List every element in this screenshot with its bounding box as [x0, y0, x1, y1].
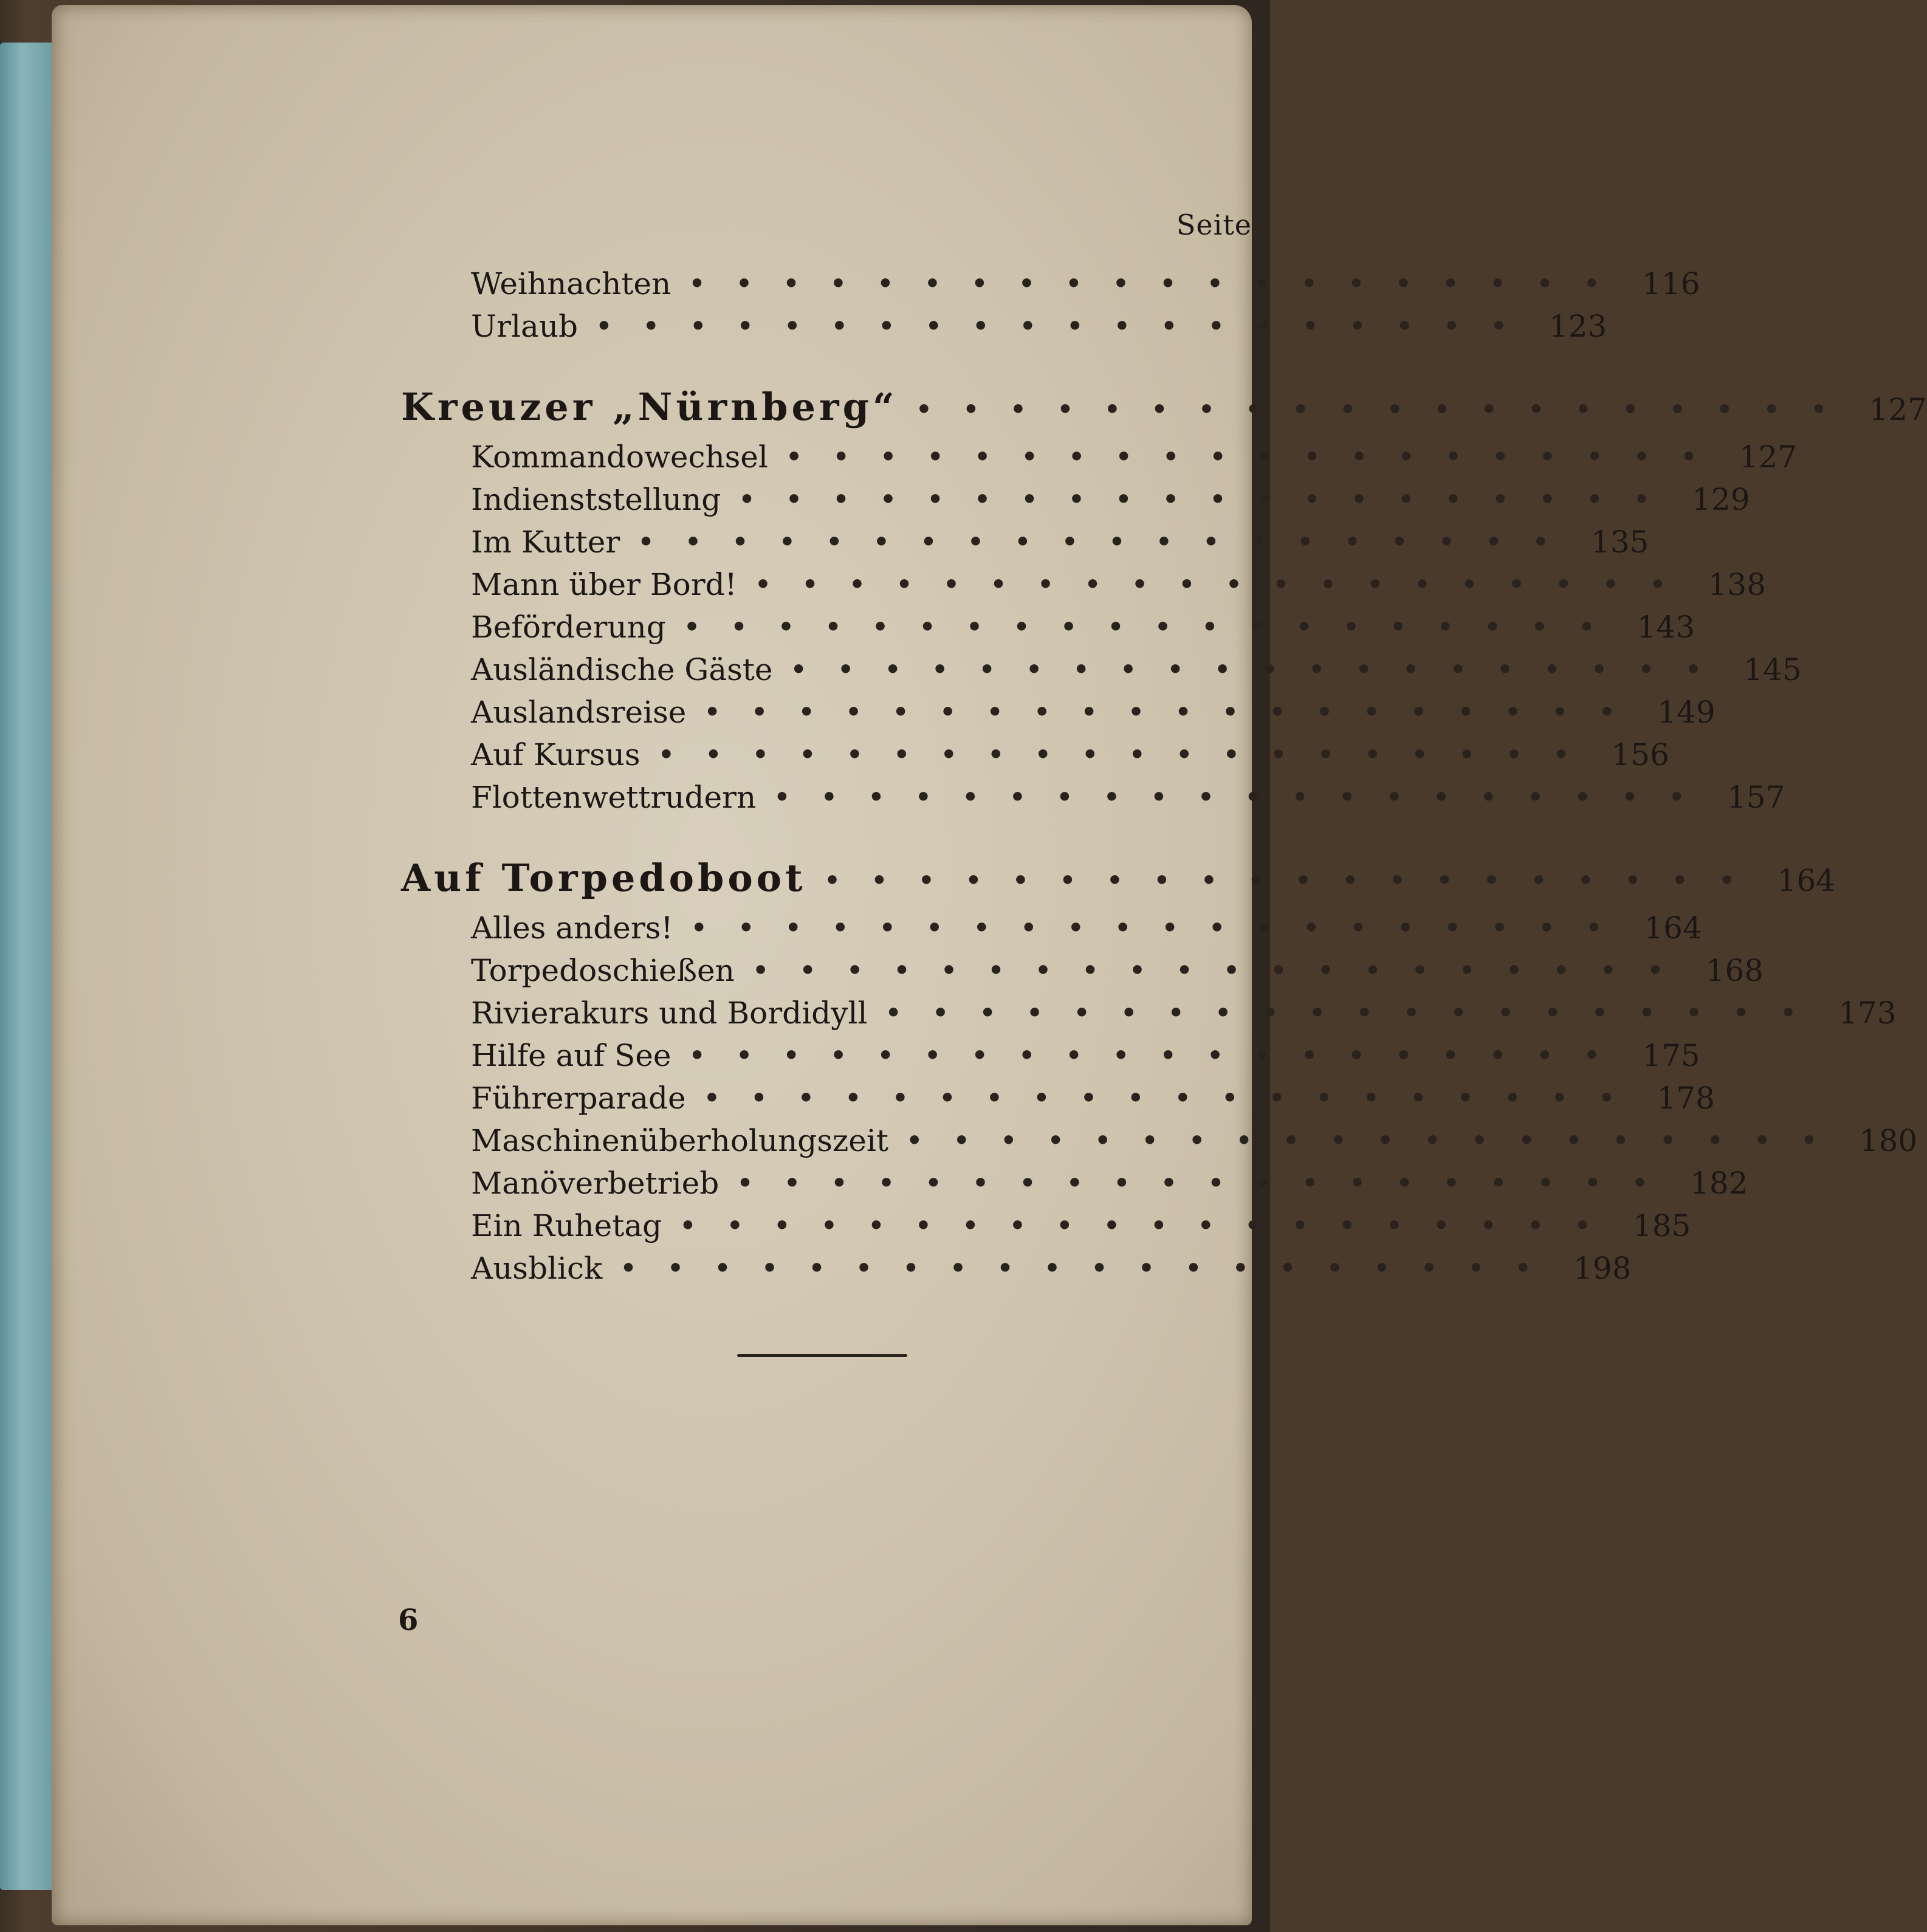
toc-entry-ausblick: [471, 1251, 1632, 1293]
leader-dots: ••••••••••••••••••••: [884, 995, 1827, 1031]
toc-entry-label: Maschinenüberholungszeit: [471, 1123, 888, 1158]
toc-entry-label: Kommandowechsel: [471, 439, 768, 475]
end-rule-divider: [737, 1354, 907, 1357]
toc-entry-label: Im Kutter: [471, 524, 620, 560]
leader-dots: ••••••••••••••••••••: [702, 1081, 1645, 1116]
toc-entry-page: 135: [1591, 524, 1649, 560]
toc-section-label: Auf Torpedoboot: [401, 856, 806, 900]
toc-section-page: 127: [1869, 392, 1927, 427]
leader-dots: ••••••••••••••••••••: [703, 695, 1646, 730]
toc-entry-page: 145: [1743, 652, 1802, 687]
toc-entry-torpedoschiessen: [471, 953, 1764, 995]
toc-entry-auslandsreise: [471, 695, 1716, 737]
toc-section-page: 164: [1777, 863, 1835, 898]
toc-entry-label: Mann über Bord!: [471, 567, 737, 602]
toc-entry-page: 116: [1642, 266, 1700, 301]
leader-dots: ••••••••••••••••••••: [688, 266, 1630, 301]
toc-entry-label: Auslandsreise: [471, 695, 687, 730]
leader-dots: ••••••••••••••••••••: [754, 567, 1696, 602]
toc-section-label: Kreuzer „Nürnberg“: [401, 385, 898, 429]
toc-entry-label: Ausländische Gäste: [471, 652, 773, 687]
seite-header: Seite: [1176, 208, 1252, 241]
leader-dots: ••••••••••••••••••••: [637, 524, 1579, 560]
toc-entry-page: 138: [1708, 567, 1767, 602]
leader-dots: ••••••••••••••••••••: [682, 610, 1625, 645]
leader-dots: ••••••••••••••••••••: [738, 482, 1680, 517]
toc-entry-page: 157: [1726, 780, 1785, 815]
leader-dots: ••••••••••••••••••••: [657, 737, 1599, 772]
toc-entry-flottenwettrudern: [471, 780, 1785, 822]
toc-entry-page: 143: [1637, 610, 1695, 645]
leader-dots: ••••••••••••••••••••: [679, 1208, 1621, 1243]
leader-dots: ••••••••••••••••••••: [595, 309, 1537, 344]
toc-entry-page: 127: [1739, 439, 1798, 475]
toc-entry-kommandowechsel: [471, 439, 1798, 482]
toc-entry-page: 129: [1692, 482, 1750, 517]
toc-entry-hilfe-auf-see: [471, 1038, 1700, 1081]
toc-entry-label: Ausblick: [471, 1251, 603, 1286]
leader-dots: ••••••••••••••••••••: [619, 1251, 1562, 1286]
leader-dots: ••••••••••••••••••••: [823, 863, 1765, 898]
toc-entry-page: 185: [1632, 1208, 1691, 1243]
toc-entry-page: 149: [1657, 695, 1716, 730]
toc-entry-label: Hilfe auf See: [471, 1038, 672, 1073]
book-page: [52, 5, 1927, 1925]
toc-entry-fuehrerparade: [471, 1081, 1715, 1123]
toc-entry-befoerderung: [471, 610, 1695, 652]
toc-entry-im-kutter: [471, 524, 1649, 567]
toc-entry-page: 198: [1573, 1251, 1632, 1286]
toc-entry-ein-ruhetag: [471, 1208, 1691, 1251]
leader-dots: ••••••••••••••••••••: [785, 439, 1727, 475]
toc-entry-mann-ueber-bord: [471, 567, 1767, 610]
toc-entry-label: Indienststellung: [471, 482, 721, 517]
leader-dots: ••••••••••••••••••••: [751, 953, 1694, 988]
leader-dots: ••••••••••••••••••••: [789, 652, 1732, 687]
toc-entry-label: Beförderung: [471, 610, 666, 645]
toc-entry-page: 178: [1657, 1081, 1715, 1116]
toc-entry-maschinenueberholungszeit: [471, 1123, 1918, 1166]
toc-entry-page: 182: [1690, 1166, 1748, 1201]
leader-dots: ••••••••••••••••••••: [905, 1123, 1847, 1158]
toc-entry-label: Führerparade: [471, 1081, 686, 1116]
toc-entry-page: 180: [1859, 1123, 1918, 1158]
toc-entry-page: 175: [1642, 1038, 1700, 1073]
toc-entry-label: Flottenwettrudern: [471, 780, 757, 815]
toc-entry-label: Torpedoschießen: [471, 953, 735, 988]
toc-entry-label: Manöverbetrieb: [471, 1166, 720, 1201]
toc-entry-auf-kursus: [471, 737, 1669, 780]
leader-dots: ••••••••••••••••••••: [688, 1038, 1630, 1073]
leader-dots: ••••••••••••••••••••: [915, 392, 1857, 427]
toc-entry-page: 164: [1644, 910, 1702, 946]
leader-dots: ••••••••••••••••••••: [690, 910, 1632, 946]
toc-entry-page: 173: [1838, 995, 1897, 1031]
toc-entry-rivierakurs: [471, 995, 1897, 1038]
toc-section-kreuzer-nuernberg: [401, 385, 1927, 429]
page-number: 6: [398, 1603, 419, 1637]
leader-dots: ••••••••••••••••••••: [736, 1166, 1678, 1201]
toc-entry-indienststellung: [471, 482, 1750, 524]
toc-section-auf-torpedoboot: [401, 856, 1835, 900]
toc-entry-auslaendische-gaeste: [471, 652, 1802, 695]
leader-dots: ••••••••••••••••••••: [773, 780, 1715, 815]
toc-entry-page: 123: [1548, 309, 1607, 344]
toc-entry-manoeverbetrieb: [471, 1166, 1748, 1208]
toc-entry-label: Alles anders!: [471, 910, 673, 946]
toc-entry-page: 156: [1611, 737, 1669, 772]
toc-entry-alles-anders: [471, 910, 1702, 953]
toc-entry-label: Urlaub: [471, 309, 579, 344]
toc-entry-label: Auf Kursus: [471, 737, 641, 772]
toc-entry-label: Rivierakurs und Bordidyll: [471, 995, 868, 1031]
toc-entry-label: Ein Ruhetag: [471, 1208, 662, 1243]
toc-entry-label: Weihnachten: [471, 266, 672, 301]
toc-entry-page: 168: [1705, 953, 1764, 988]
toc-entry-weihnachten: [471, 266, 1700, 309]
table-of-contents: [52, 5, 1927, 1925]
toc-entry-urlaub: [471, 309, 1607, 351]
